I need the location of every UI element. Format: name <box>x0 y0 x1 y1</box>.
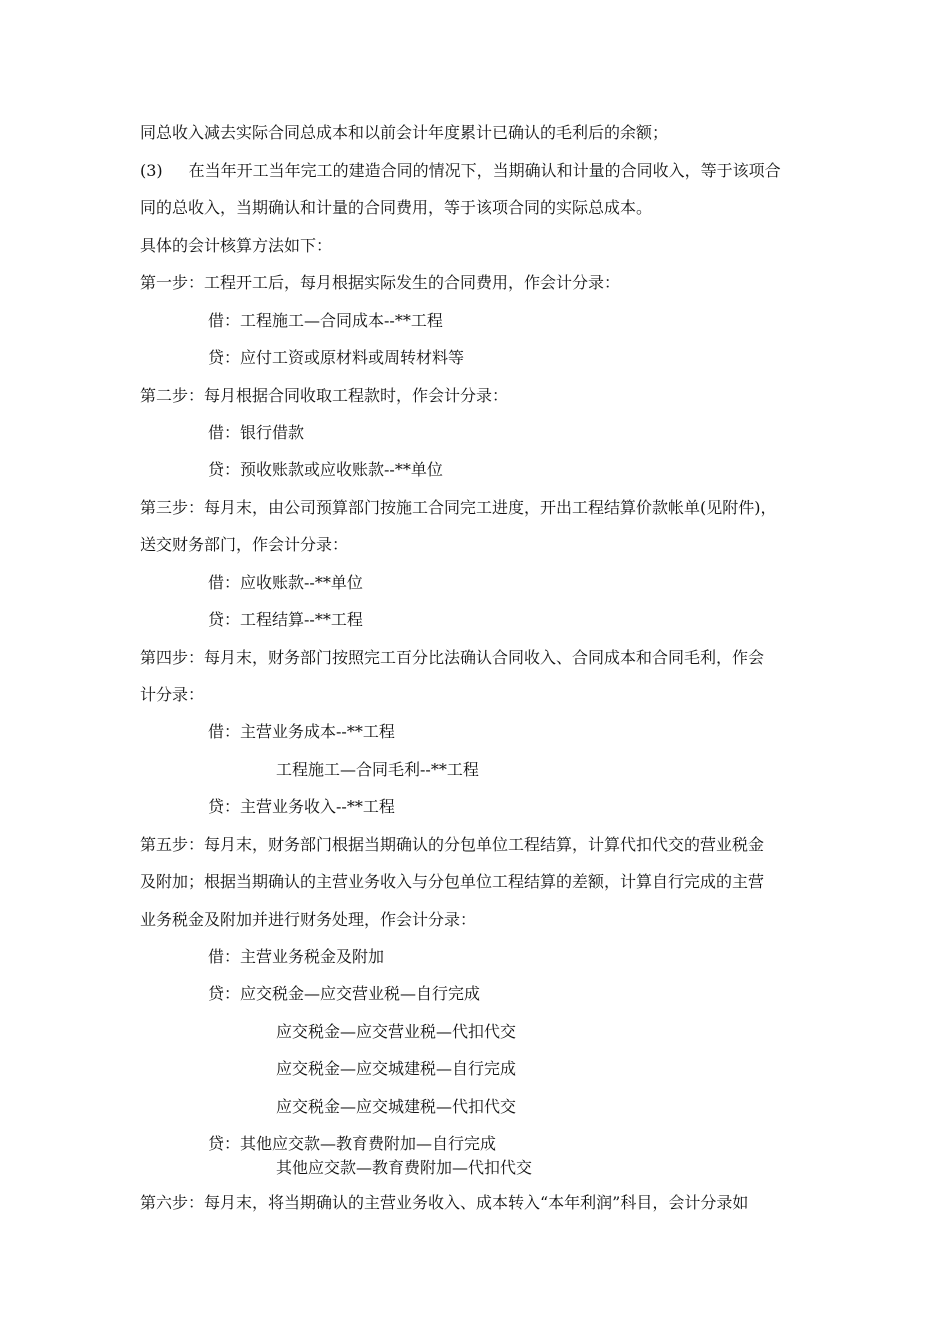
step-heading: 第二步：每月根据合同收取工程款时，作会计分录： <box>140 386 509 405</box>
journal-entry: 贷：应付工资或原材料或周转材料等 <box>208 348 465 367</box>
step-heading: 第四步：每月末，财务部门按照完工百分比法确认合同收入、合同成本和合同毛利，作会 <box>140 648 765 667</box>
paragraph-line: 计分录： <box>140 685 205 704</box>
paragraph-line: 及附加；根据当期确认的主营业务收入与分包单位工程结算的差额，计算自行完成的主营 <box>140 872 765 891</box>
step-heading: 第三步：每月末，由公司预算部门按施工合同完工进度，开出工程结算价款帐单(见附件)， <box>140 498 777 517</box>
journal-entry: 贷：预收账款或应收账款--**单位 <box>208 460 443 479</box>
journal-entry: 借：主营业务税金及附加 <box>208 947 385 966</box>
journal-entry: 应交税金—应交城建税—自行完成 <box>276 1059 517 1078</box>
journal-entry: 贷：工程结算--**工程 <box>208 610 363 629</box>
step-heading: 第五步：每月末，财务部门根据当期确认的分包单位工程结算，计算代扣代交的营业税金 <box>140 835 765 854</box>
journal-entry: 借：银行借款 <box>208 423 305 442</box>
item-text: 在当年开工当年完工的建造合同的情况下，当期确认和计量的合同收入，等于该项合 <box>188 161 781 180</box>
journal-entry: 借：主营业务成本--**工程 <box>208 722 395 741</box>
journal-entry: 借：工程施工—合同成本--**工程 <box>208 311 443 330</box>
paragraph-line: 业务税金及附加并进行财务处理，作会计分录： <box>140 910 477 929</box>
step-heading: 第一步：工程开工后，每月根据实际发生的合同费用，作会计分录： <box>140 273 621 292</box>
journal-entry: 其他应交款—教育费附加—代扣代交 <box>276 1158 533 1177</box>
journal-entry: 工程施工—合同毛利--**工程 <box>276 760 479 779</box>
paragraph-line: 具体的会计核算方法如下： <box>140 236 333 255</box>
item-number: (3) <box>140 161 163 180</box>
paragraph-line: 同的总收入，当期确认和计量的合同费用，等于该项合同的实际总成本。 <box>140 198 653 217</box>
paragraph-line: 同总收入减去实际合同总成本和以前会计年度累计已确认的毛利后的余额； <box>140 123 669 142</box>
journal-entry: 应交税金—应交营业税—代扣代交 <box>276 1022 517 1041</box>
journal-entry: 贷：主营业务收入--**工程 <box>208 797 395 816</box>
step-heading: 第六步：每月末，将当期确认的主营业务收入、成本转入“本年利润”科目，会计分录如 <box>140 1193 749 1212</box>
paragraph-line: 送交财务部门，作会计分录： <box>140 535 349 554</box>
journal-entry: 贷：应交税金—应交营业税—自行完成 <box>208 984 481 1003</box>
journal-entry: 应交税金—应交城建税—代扣代交 <box>276 1097 517 1116</box>
journal-entry: 贷：其他应交款—教育费附加—自行完成 <box>208 1134 497 1153</box>
journal-entry: 借：应收账款--**单位 <box>208 573 363 592</box>
paragraph-line <box>140 161 781 181</box>
